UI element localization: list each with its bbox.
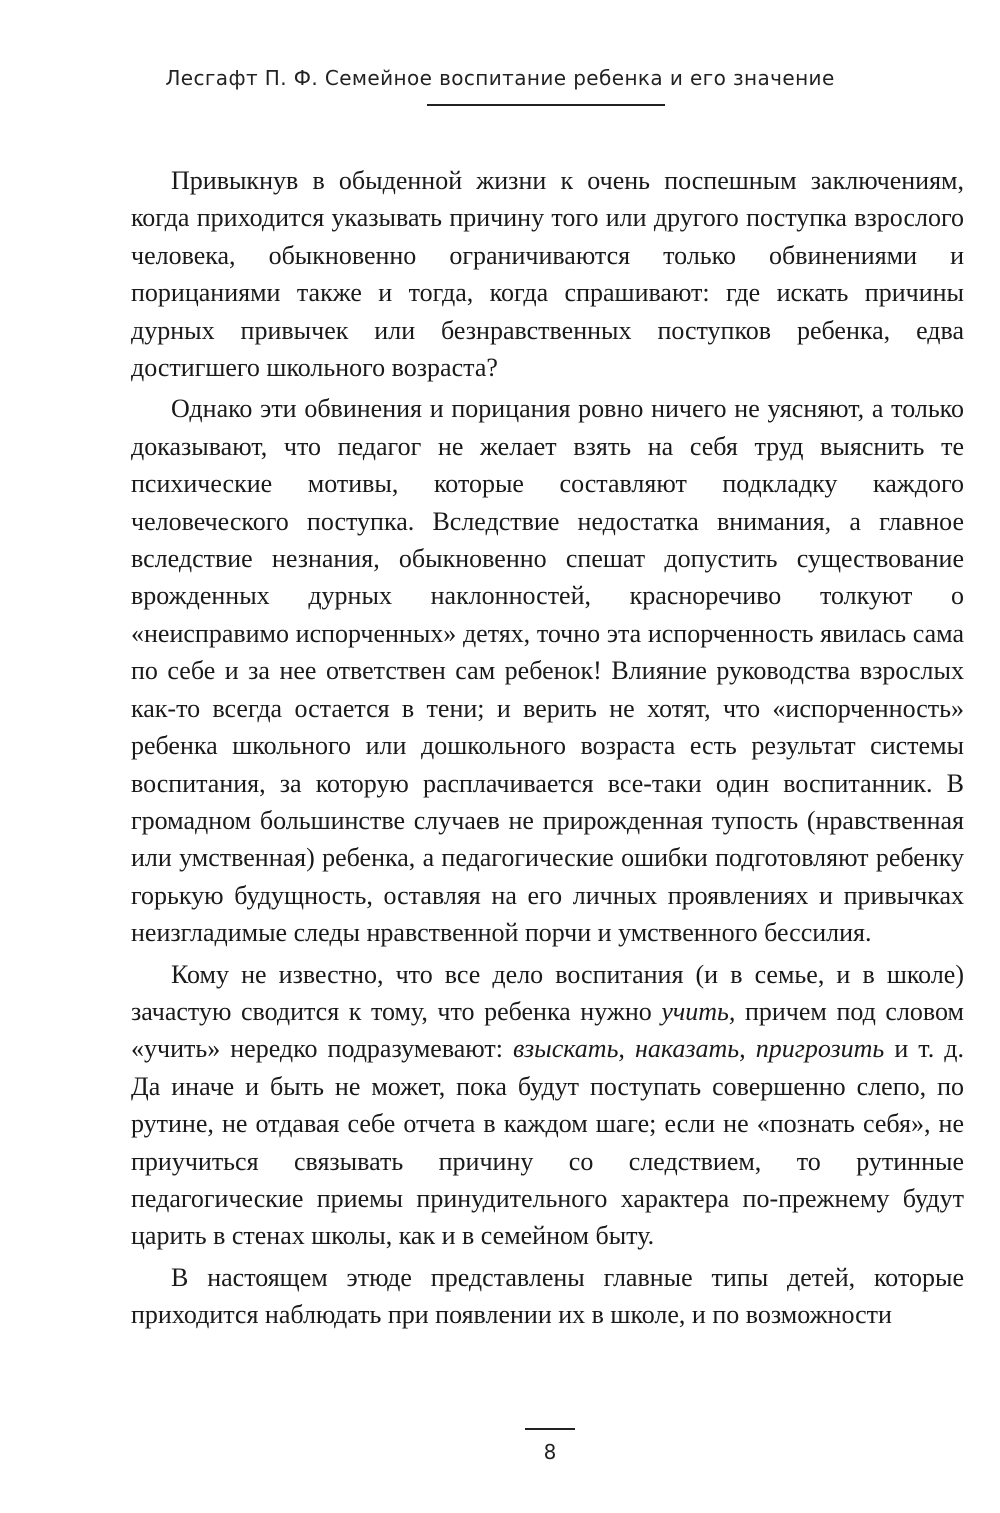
paragraph-1: Привыкнув в обыденной жизни к очень поспешным заключениям, когда приходится указывать причину того или другого поступка взрослого человека, обыкновенно ограничиваются только обвинениями и порицаниями также и тогда, когда спрашивают: где искать причины дурных привычек или безнравственных поступков ребенка, едва достигшего школьного возраста? bbox=[131, 166, 964, 383]
paragraph-4: В настоящем этюде представлены главные типы детей, которые приходится наблюдать при появлении их в школе, и по возможности bbox=[131, 1262, 964, 1330]
paragraph-3-text-c: и т. д. Да иначе и быть не может, пока будут поступать совершенно слепо, по рутине, не отдавая себе отчета в каждом шаге; если не «познать себя», не приучиться связывать причину со следствием, то рутинные педагогические приемы принудительного характера по-прежнему будут царить в стенах школы, как и в семейном быту. bbox=[131, 1034, 964, 1251]
running-header: Лесгафт П. Ф. Семейное воспитание ребенка и его значение bbox=[165, 66, 835, 90]
header-rule bbox=[427, 104, 665, 106]
paragraph-2: Однако эти обвинения и порицания ровно ничего не уясняют, а только доказывают, что педагог не желает взять на себя труд выяснить те психические мотивы, которые составляют подкладку каждого человеческого поступка. Вследствие недостатка внимания, а главное вследствие незнания, обыкновенно спешат допустить существование врожденных дурных наклонностей, красноречиво толкуют о «неисправимо испорченных» детях, точно эта испорченность явилась сама по себе и за нее ответствен сам ребенок! Влияние руководства взрослых как-то всегда остается в тени; и верить не хотят, что «испорченность» ребенка школьного или дошкольного возраста есть результат системы воспитания, за которую расплачивается все-таки один воспитанник. В громадном большинстве случаев не прирожденная тупость (нравственная или умственная) ребенка, а педагогические ошибки подготовляют ребенку горькую будущность, оставляя на его личных проявлениях и привычках неизгладимые следы нравственной порчи и умственного бессилия. bbox=[131, 394, 964, 948]
emphasis-vzyskat: взыскать, наказать, пригрозить bbox=[513, 1034, 885, 1064]
paragraph-3 bbox=[131, 956, 964, 1255]
paragraph-3-text-b: причем под словом «учить» нередко подразумевают: bbox=[131, 996, 964, 1064]
footer-rule bbox=[525, 1428, 575, 1430]
page-number: 8 bbox=[543, 1440, 557, 1464]
paragraph-3-text-a: Кому не известно, что все дело воспитания (и в семье, и в школе) зачастую сводится к тому, что ребенка нужно bbox=[131, 959, 964, 1026]
body-text bbox=[131, 162, 964, 1338]
emphasis-uchit: учить, bbox=[661, 996, 736, 1026]
